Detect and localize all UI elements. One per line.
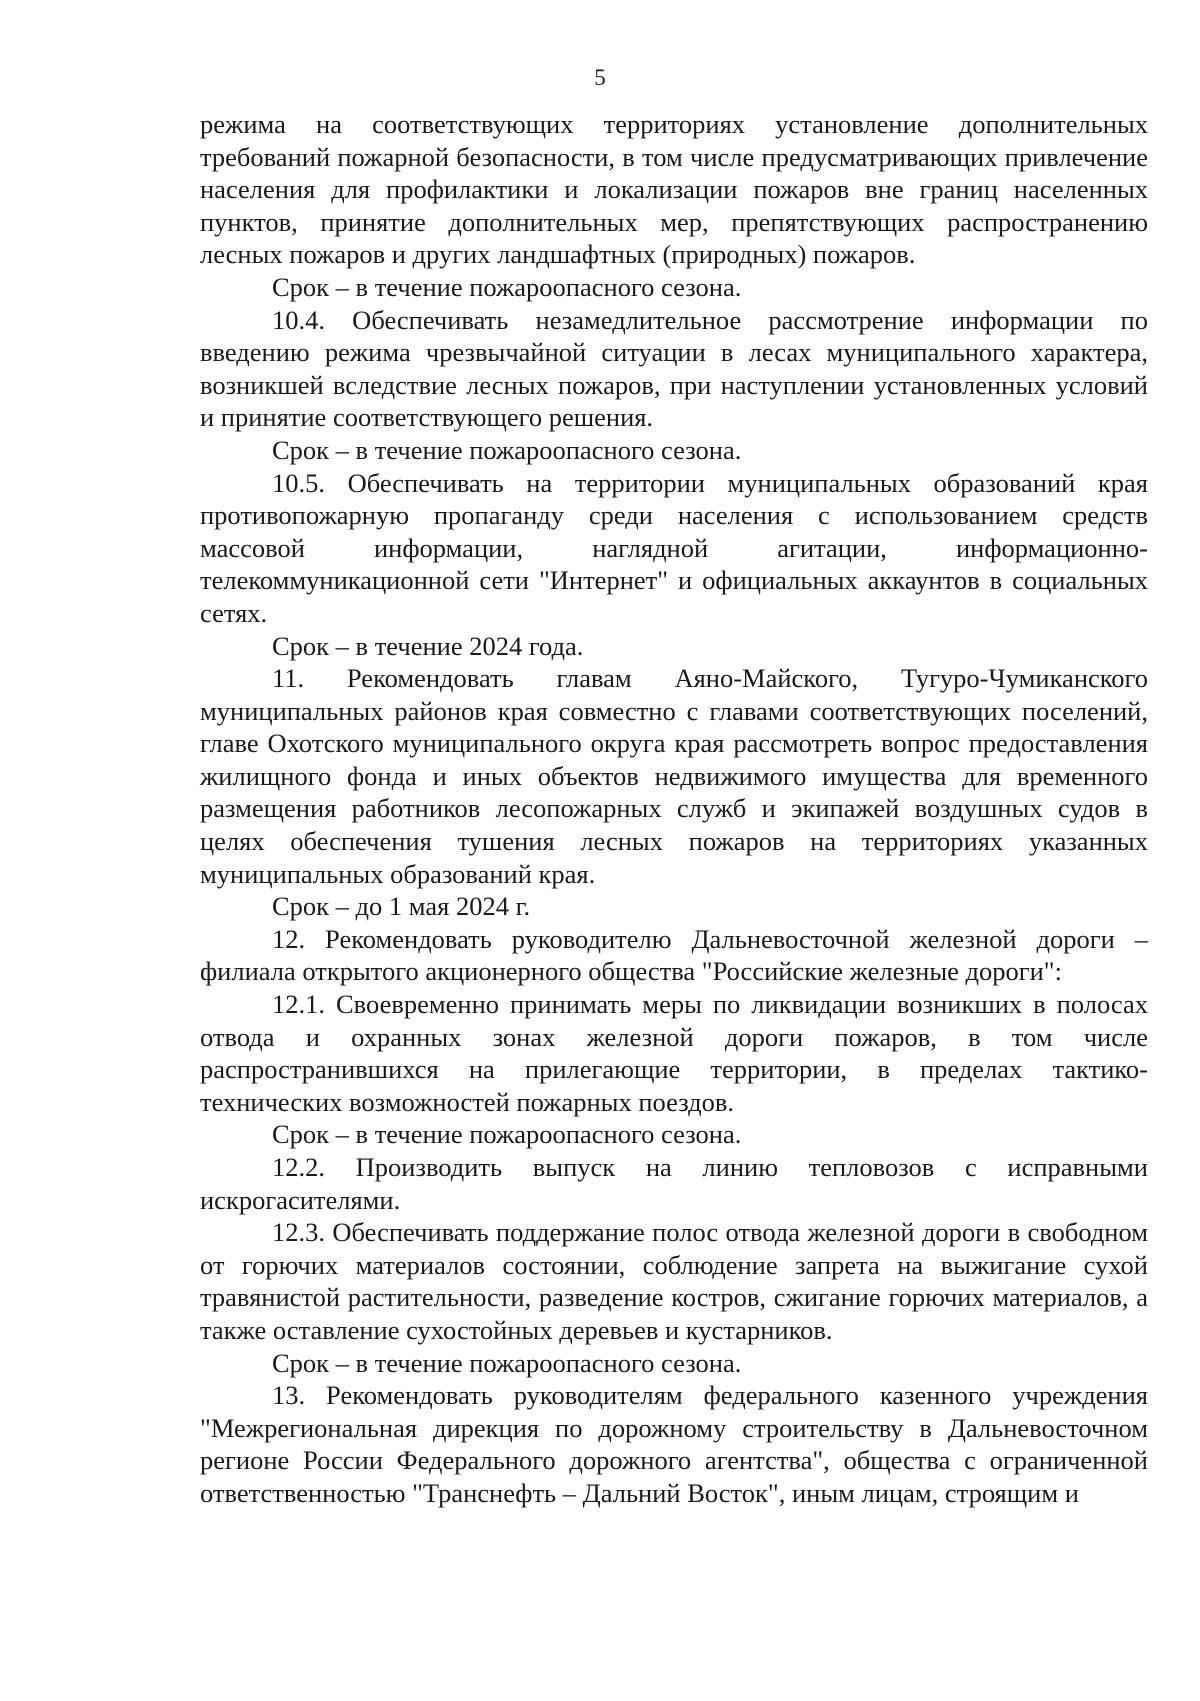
paragraph-item-12-3: 12.3. Обеспечивать поддержание полос отвода железной дороги в свободном от горючих материалов состоянии, соблюдение запрета на выжигание сухой травянистой растительности, разведение костров, сжигание горючих материалов, а также оставление сухостойных деревьев и кустарников. bbox=[200, 1217, 1148, 1345]
paragraph-deadline: Срок – до 1 мая 2024 г. bbox=[272, 891, 531, 922]
paragraph-deadline: Срок – в течение 2024 года. bbox=[272, 630, 584, 661]
paragraph-item-10-5: 10.5. Обеспечивать на территории муниципальных образований края противопожарную пропаганду среди населения с использованием средств массовой информации, наглядной агитации, информационно-телекоммуникационной сети "Интернет" и официальных аккаунтов в социальных сетях. bbox=[200, 467, 1148, 628]
paragraph-deadline: Срок – в течение пожароопасного сезона. bbox=[272, 1119, 742, 1150]
paragraph-fire-regime-continuation: режима на соответствующих территориях установление дополнительных требований пожарной безопасности, в том числе предусматривающих привлечение населения для профилактики и локализации пожаров вне границ населенных пунктов, принятие дополнительных мер, препятствующих распространению лесных пожаров и других ландшафтных (природных) пожаров. bbox=[200, 109, 1148, 270]
paragraph-deadline: Срок – в течение пожароопасного сезона. bbox=[272, 434, 742, 465]
paragraph-item-11: 11. Рекомендовать главам Аяно-Майского, Тугуро-Чумиканского муниципальных районов края совместно с главами соответствующих поселений, главе Охотского муниципального округа края рассмотреть вопрос предоставления жилищного фонда и иных объектов недвижимого имущества для временного размещения работников лесопожарных служб и экипажей воздушных судов в целях обеспечения тушения лесных пожаров на территориях указанных муниципальных образований края. bbox=[200, 663, 1148, 889]
paragraph-item-12-2: 12.2. Производить выпуск на линию тепловозов с исправными искрогасителями. bbox=[200, 1152, 1148, 1215]
paragraph-item-12-1: 12.1. Своевременно принимать меры по ликвидации возникших в полосах отвода и охранных зонах железной дороги пожаров, в том числе распространившихся на прилегающие территории, в пределах тактико-технических возможностей пожарных поездов. bbox=[200, 989, 1148, 1117]
document-body bbox=[200, 108, 1148, 1510]
paragraph-deadline: Срок – в течение пожароопасного сезона. bbox=[272, 1347, 742, 1378]
paragraph-deadline: Срок – в течение пожароопасного сезона. bbox=[272, 271, 742, 302]
paragraph-item-13: 13. Рекомендовать руководителям федерального казенного учреждения "Межрегиональная дирекция по дорожному строительству в Дальневосточном регионе России Федерального дорожного агентства", общества с ограниченной ответственностью "Транснефть – Дальний Восток", иным лицам, строящим и bbox=[200, 1380, 1148, 1508]
paragraph-item-10-4: 10.4. Обеспечивать незамедлительное рассмотрение информации по введению режима чрезвычайной ситуации в лесах муниципального характера, возникшей вследствие лесных пожаров, при наступлении установленных условий и принятие соответствующего решения. bbox=[200, 304, 1148, 433]
paragraph-item-12: 12. Рекомендовать руководителю Дальневосточной железной дороги – филиала открытого акционерного общества "Российские железные дороги": bbox=[200, 923, 1148, 987]
page-number: 5 bbox=[594, 65, 606, 90]
